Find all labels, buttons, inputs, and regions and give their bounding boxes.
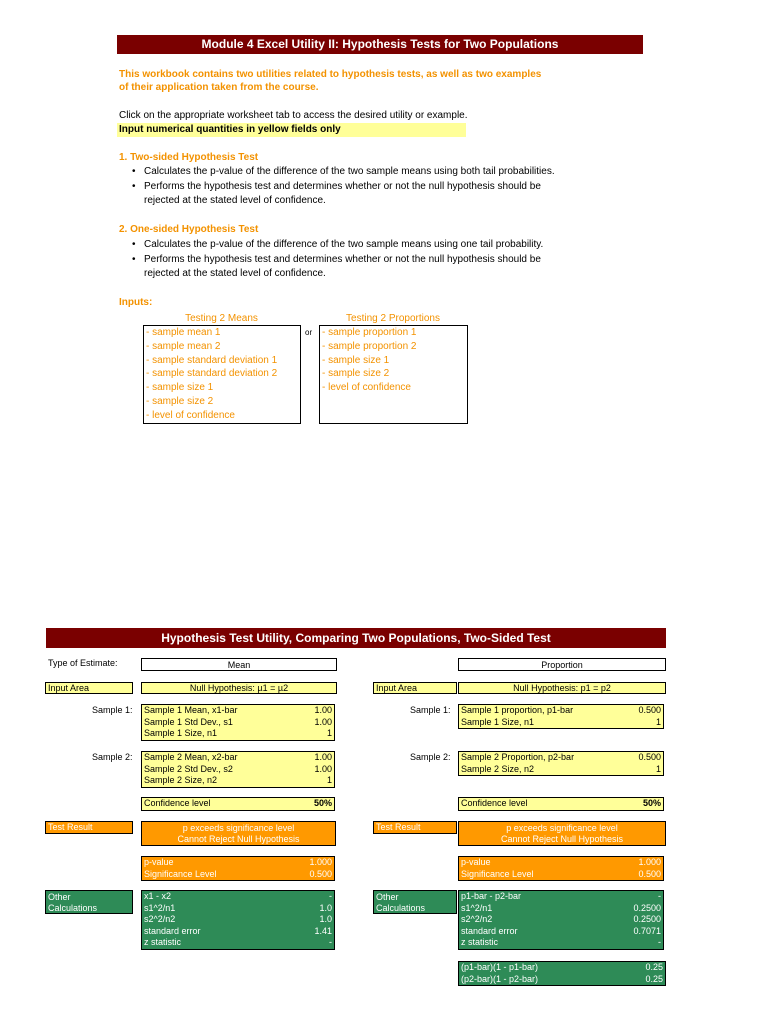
section-2-bullets [130, 238, 600, 267]
means-item: - sample mean 1 [146, 327, 221, 338]
means-item: - sample size 2 [146, 395, 214, 407]
input-area-label-mean: Input Area [45, 682, 133, 694]
other-calc-label-prop: Other Calculations [373, 890, 457, 914]
section-2-title: 2. One-sided Hypothesis Test [119, 224, 259, 235]
prop-extra-calculations: (p1-bar)(1 - p1-bar) 0.25 (p2-bar)(1 - p2-bar) 0.25 [458, 961, 666, 986]
props-inputs-box [319, 325, 468, 424]
section-2-bullet-1: • Calculates the p-value of the difference of the two sample means using one tail probability. [130, 238, 600, 253]
mean-pvalue-box: p-value 1.000 Significance Level 0.500 [141, 856, 335, 881]
mean-s1-mean-row[interactable]: Sample 1 Mean, x1-bar 1.00 [144, 705, 332, 715]
null-hypothesis-mean: Null Hypothesis: µ1 = µ2 [141, 682, 337, 694]
props-header: Testing 2 Proportions [346, 313, 440, 324]
means-item: - sample standard deviation 2 [146, 368, 278, 380]
prop-sample1-inputs [458, 704, 664, 729]
utility-title-banner: Hypothesis Test Utility, Comparing Two Populations, Two-Sided Test [46, 628, 666, 648]
sample1-label-mean: Sample 1: [92, 705, 133, 715]
mean-s1-n-row[interactable]: Sample 1 Size, n1 1 [144, 728, 332, 738]
means-inputs-box [143, 325, 301, 424]
or-label: or [305, 328, 313, 337]
means-item: - sample mean 2 [146, 340, 221, 352]
mean-s1-sd-row[interactable]: Sample 1 Std Dev., s1 1.00 [144, 716, 332, 727]
intro-line-2: of their application taken from the course. [119, 82, 319, 93]
intro-text [119, 68, 619, 94]
props-item: - sample size 2 [322, 368, 390, 380]
mean-s2-sd-row[interactable]: Sample 2 Std Dev., s2 1.00 [144, 763, 332, 774]
module-title-banner: Module 4 Excel Utility II: Hypothesis Tests for Two Populations [117, 35, 643, 54]
sample2-label-mean: Sample 2: [92, 752, 133, 762]
means-item: - level of confidence [146, 409, 235, 421]
prop-s1-n-row[interactable]: Sample 1 Size, n1 1 [461, 716, 661, 727]
section-1-bullet-2-cont: rejected at the stated level of confidence. [144, 195, 326, 206]
intro-line-1: This workbook contains two utilities related to hypothesis tests, as well as two examples [119, 69, 542, 80]
prop-s2-n-row[interactable]: Sample 2 Size, n2 1 [461, 763, 661, 774]
means-item: - sample size 1 [146, 382, 214, 394]
mean-type-box: Mean [141, 658, 337, 671]
sample1-label-prop: Sample 1: [410, 705, 451, 715]
section-1-bullet-2: • Performs the hypothesis test and determines whether or not the null hypothesis should be [130, 180, 600, 195]
means-header: Testing 2 Means [185, 313, 258, 324]
section-2-bullet-2: • Performs the hypothesis test and determines whether or not the null hypothesis should be [130, 253, 600, 268]
mean-sample2-inputs [141, 751, 335, 788]
proportion-type-box: Proportion [458, 658, 666, 671]
yellow-note: Input numerical quantities in yellow fields only [117, 123, 466, 137]
test-result-label-prop: Test Result [373, 821, 457, 834]
props-item: - sample proportion 1 [322, 327, 417, 338]
type-of-estimate-label: Type of Estimate: [48, 658, 118, 668]
props-item: - sample proportion 2 [322, 340, 417, 352]
mean-sample1-inputs [141, 704, 335, 741]
mean-s2-n-row[interactable]: Sample 2 Size, n2 1 [144, 775, 332, 785]
prop-other-calculations: p1-bar - p2-bar - s1^2/n1 0.2500 s2^2/n2 0.2500 standard error 0.7071 z statistic - [458, 890, 664, 950]
mean-other-calculations: x1 - x2 - s1^2/n1 1.0 s2^2/n2 1.0 standard error 1.41 z statistic - [141, 890, 335, 950]
instruction-text: Click on the appropriate worksheet tab to access the desired utility or example. [119, 110, 468, 121]
null-hypothesis-prop: Null Hypothesis: p1 = p2 [458, 682, 666, 694]
section-1-bullet-1: • Calculates the p-value of the difference of the two sample means using both tail probabilities. [130, 165, 600, 180]
section-1-bullets [130, 165, 600, 194]
props-item: - sample size 1 [322, 354, 390, 366]
prop-s1-prop-row[interactable]: Sample 1 proportion, p1-bar 0.500 [461, 705, 661, 715]
other-calc-label-mean: Other Calculations [45, 890, 133, 914]
test-result-mean: p exceeds significance level Cannot Reject Null Hypothesis [141, 821, 336, 846]
test-result-prop: p exceeds significance level Cannot Reject Null Hypothesis [458, 821, 666, 846]
props-item: - level of confidence [322, 382, 411, 394]
section-1-title: 1. Two-sided Hypothesis Test [119, 152, 259, 163]
prop-confidence-input[interactable]: Confidence level 50% [458, 797, 664, 811]
prop-sample2-inputs [458, 751, 664, 776]
section-2-bullet-2-cont: rejected at the stated level of confidence. [144, 268, 326, 279]
inputs-label: Inputs: [119, 297, 153, 308]
prop-pvalue-box: p-value 1.000 Significance Level 0.500 [458, 856, 664, 881]
input-area-label-prop: Input Area [373, 682, 457, 694]
means-item: - sample standard deviation 1 [146, 354, 278, 366]
prop-s2-prop-row[interactable]: Sample 2 Proportion, p2-bar 0.500 [461, 752, 661, 762]
mean-confidence-input[interactable]: Confidence level 50% [141, 797, 335, 811]
mean-s2-mean-row[interactable]: Sample 2 Mean, x2-bar 1.00 [144, 752, 332, 762]
sample2-label-prop: Sample 2: [410, 752, 451, 762]
test-result-label-mean: Test Result [45, 821, 133, 834]
